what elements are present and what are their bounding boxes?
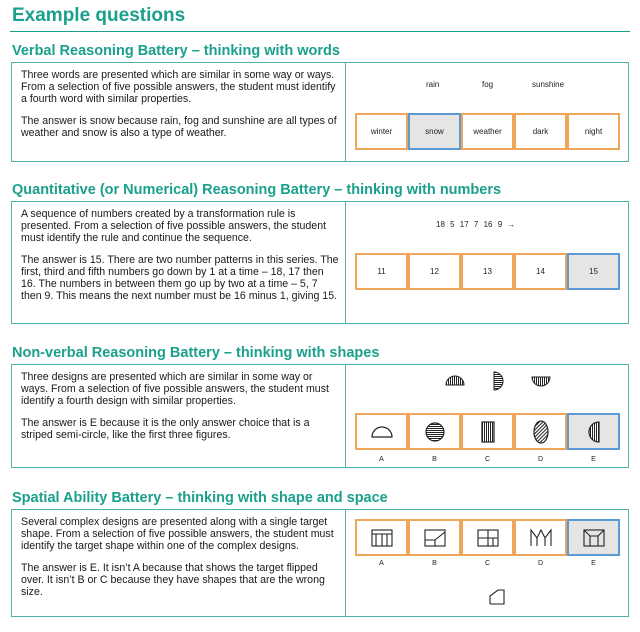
nonverbal-heading: Non-verbal Reasoning Battery – thinking with shapes bbox=[12, 345, 380, 361]
striped-semicircle-down-figure bbox=[530, 375, 552, 389]
quantitative-choices bbox=[355, 253, 620, 290]
title-rule bbox=[10, 31, 630, 32]
answer-choice-c[interactable] bbox=[461, 413, 514, 450]
choice-letter: D bbox=[537, 456, 544, 463]
quantitative-description bbox=[21, 208, 341, 312]
complex-design-b-icon bbox=[423, 528, 447, 548]
choice-letter: B bbox=[432, 456, 437, 463]
page-title: Example questions bbox=[12, 5, 186, 26]
verbal-heading: Verbal Reasoning Battery – thinking with words bbox=[12, 43, 340, 59]
number-sequence: 18 5 17 7 16 9 → bbox=[436, 220, 516, 229]
answer-choice-c[interactable] bbox=[461, 519, 514, 556]
answer-choice[interactable]: 12 bbox=[408, 253, 461, 290]
answer-choice-d[interactable] bbox=[514, 519, 567, 556]
spatial-example-panel bbox=[346, 510, 628, 616]
verbal-description bbox=[21, 69, 341, 149]
spatial-question-text: Several complex designs are presented along with a single target shape. From a selection of five possible answers, the student must identify the target shape within one of the complex designs. bbox=[21, 516, 334, 552]
choice-letter: C bbox=[484, 560, 491, 567]
answer-choice[interactable]: 13 bbox=[461, 253, 514, 290]
spatial-choice-letters bbox=[355, 560, 620, 567]
answer-choice[interactable]: 14 bbox=[514, 253, 567, 290]
spatial-answer-text: The answer is E. It isn’t A because that shows the target flipped over. It isn’t B or C because they have shapes that are the wrong size. bbox=[21, 562, 325, 598]
complex-design-d-icon bbox=[529, 528, 553, 548]
complex-design-c-icon bbox=[476, 528, 500, 548]
target-shape-icon bbox=[488, 588, 506, 606]
verbal-example-panel bbox=[346, 63, 628, 161]
prompt-word: rain bbox=[426, 80, 440, 89]
complex-design-e-icon bbox=[582, 528, 606, 548]
answer-choice-d[interactable] bbox=[514, 413, 567, 450]
nonverbal-choice-letters bbox=[355, 456, 620, 463]
choice-letter: B bbox=[432, 560, 437, 567]
answer-choice[interactable]: weather bbox=[461, 113, 514, 150]
answer-choice-a[interactable] bbox=[355, 519, 408, 556]
striped-semicircle-right-figure bbox=[492, 370, 506, 392]
answer-choice-selected[interactable]: 15 bbox=[567, 253, 620, 290]
nonverbal-choices bbox=[355, 413, 620, 450]
nonverbal-question-text: Three designs are presented which are similar in some way or ways. From a selection of five possible answers, the student must identify a fourth design with similar properties. bbox=[21, 371, 329, 407]
spatial-choices bbox=[355, 519, 620, 556]
verbal-question-text: Three words are presented which are similar in some way or ways. From a selection of five possible answers, the student must identify a fourth word with similar properties. bbox=[21, 69, 336, 105]
answer-choice[interactable]: 11 bbox=[355, 253, 408, 290]
choice-letter: C bbox=[484, 456, 491, 463]
complex-design-a-icon bbox=[370, 528, 394, 548]
prompt-word: fog bbox=[482, 80, 494, 89]
choice-letter: A bbox=[379, 560, 384, 567]
plain-semicircle-icon bbox=[370, 424, 394, 440]
verbal-answer-text: The answer is snow because rain, fog and sunshine are all types of weather and snow is also a type of weather. bbox=[21, 115, 337, 139]
quantitative-answer-text: The answer is 15. There are two number patterns in this series. The first, third and fifth numbers go down by 1 at a time – 18, 17 then 16. The numbers in between them go up by two at a time – 5, 7 then 9. This means the next number must be 16 minus 1, giving 15. bbox=[21, 254, 339, 302]
answer-choice-a[interactable] bbox=[355, 413, 408, 450]
nonverbal-answer-text: The answer is E because it is the only answer choice that is a striped semi-circle, like the first three figures. bbox=[21, 417, 310, 441]
nonverbal-example-panel bbox=[346, 365, 628, 467]
quantitative-example-panel bbox=[346, 202, 628, 323]
choice-letter: E bbox=[591, 560, 596, 567]
choice-letter: A bbox=[379, 456, 384, 463]
prompt-word: sunshine bbox=[532, 80, 565, 89]
choice-letter: E bbox=[591, 456, 596, 463]
quantitative-section bbox=[11, 201, 629, 324]
answer-choice-selected[interactable]: snow bbox=[408, 113, 461, 150]
answer-choice-b[interactable] bbox=[408, 519, 461, 556]
answer-choice[interactable]: night bbox=[567, 113, 620, 150]
striped-semicircle-up-figure bbox=[444, 373, 466, 387]
nonverbal-description bbox=[21, 371, 341, 451]
choice-letter: D bbox=[537, 560, 544, 567]
verbal-section bbox=[11, 62, 629, 162]
verbal-choices bbox=[355, 113, 620, 150]
spatial-section bbox=[11, 509, 629, 617]
quantitative-heading: Quantitative (or Numerical) Reasoning Battery – thinking with numbers bbox=[12, 182, 502, 198]
answer-choice-b[interactable] bbox=[408, 413, 461, 450]
answer-choice[interactable]: winter bbox=[355, 113, 408, 150]
spatial-description bbox=[21, 516, 341, 608]
nonverbal-section bbox=[11, 364, 629, 468]
striped-circle-icon bbox=[423, 420, 447, 444]
spatial-heading: Spatial Ability Battery – thinking with shape and space bbox=[12, 490, 388, 506]
answer-choice-e-selected[interactable] bbox=[567, 519, 620, 556]
answer-choice-e-selected[interactable] bbox=[567, 413, 620, 450]
striped-ellipse-icon bbox=[531, 419, 551, 445]
striped-rectangle-icon bbox=[478, 420, 498, 444]
quantitative-question-text: A sequence of numbers created by a transformation rule is presented. From a selection of five possible answers, the student must identify the rule and continue the sequence. bbox=[21, 208, 327, 244]
answer-choice[interactable]: dark bbox=[514, 113, 567, 150]
striped-semicircle-left-icon bbox=[586, 419, 602, 445]
